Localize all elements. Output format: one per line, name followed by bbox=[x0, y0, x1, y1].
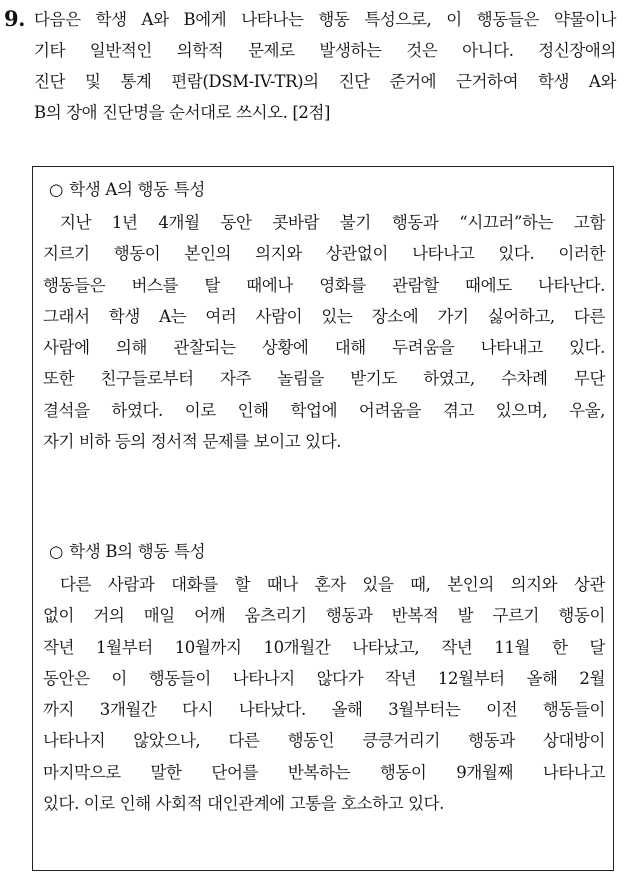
student-b-title bbox=[49, 537, 205, 567]
circle-bullet-icon: ○ bbox=[49, 180, 64, 199]
description-line: 동안은 이 행동들이 나타나지 않다가 작년 12월부터 올해 2월 bbox=[43, 668, 605, 688]
description-line: 지난 1년 4개월 동안 콧바람 불기 행동과 “시끄러”하는 고함 bbox=[60, 213, 605, 232]
description-line: 마지막으로 말한 단어를 반복하는 행동이 9개월째 나타나고 bbox=[43, 762, 605, 782]
description-line: 그래서 학생 A는 여러 사람이 있는 장소에 가기 싫어하고, 다른 bbox=[43, 306, 605, 326]
stem-line: B의 장애 진단명을 순서대로 쓰시오. [2점] bbox=[34, 103, 331, 122]
description-line: 나타나지 않았으나, 다른 행동인 킁킁거리기 행동과 상대방이 bbox=[43, 731, 605, 751]
description-line: 다른 사람과 대화를 할 때나 혼자 있을 때, 본인의 의지와 상관 bbox=[60, 575, 605, 594]
stem-line: 기타 일반적인 의학적 문제로 발생하는 것은 아니다. 정신장애의 bbox=[34, 41, 616, 60]
question-stem bbox=[34, 4, 616, 128]
student-b-title-text: 학생 B의 행동 특성 bbox=[69, 542, 206, 561]
description-line: 결석을 하였다. 이로 인해 학업에 어려움을 겪고 있으며, 우울, bbox=[43, 400, 605, 420]
description-line: 까지 3개월간 다시 나타났다. 올해 3월부터는 이전 행동들이 bbox=[43, 700, 605, 720]
description-line: 없이 거의 매일 어깨 움츠리기 행동과 반복적 발 구르기 행동이 bbox=[43, 606, 605, 626]
student-a-description bbox=[43, 207, 605, 457]
student-a-title-text: 학생 A의 행동 특성 bbox=[69, 180, 206, 199]
description-line: 또한 친구들로부터 자주 놀림을 받기도 하였고, 수차례 무단 bbox=[43, 369, 605, 389]
question-number: 9. bbox=[4, 6, 25, 31]
description-line: 사람에 의해 관찰되는 상황에 대해 두려움을 나타내고 있다. bbox=[43, 338, 605, 358]
stem-line: 진단 및 통계 편람(DSM-IV-TR)의 진단 준거에 근거하여 학생 A와 bbox=[34, 72, 616, 91]
circle-bullet-icon: ○ bbox=[49, 542, 64, 561]
stem-line: 다음은 학생 A와 B에게 나타나는 행동 특성으로, 이 행동들은 약물이나 bbox=[34, 10, 616, 29]
case-box bbox=[32, 166, 614, 871]
description-line: 행동들은 버스를 탈 때에나 영화를 관람할 때에도 나타난다. bbox=[43, 275, 605, 295]
description-line: 작년 1월부터 10월까지 10개월간 나타났고, 작년 11월 한 달 bbox=[43, 637, 605, 657]
student-b-description bbox=[43, 569, 605, 819]
description-line: 있다. 이로 인해 사회적 대인관계에 고통을 호소하고 있다. bbox=[43, 794, 445, 814]
student-a-title bbox=[49, 175, 205, 205]
description-line: 자기 비하 등의 정서적 문제를 보이고 있다. bbox=[43, 432, 342, 452]
description-line: 지르기 행동이 본인의 의지와 상관없이 나타나고 있다. 이러한 bbox=[43, 244, 605, 264]
